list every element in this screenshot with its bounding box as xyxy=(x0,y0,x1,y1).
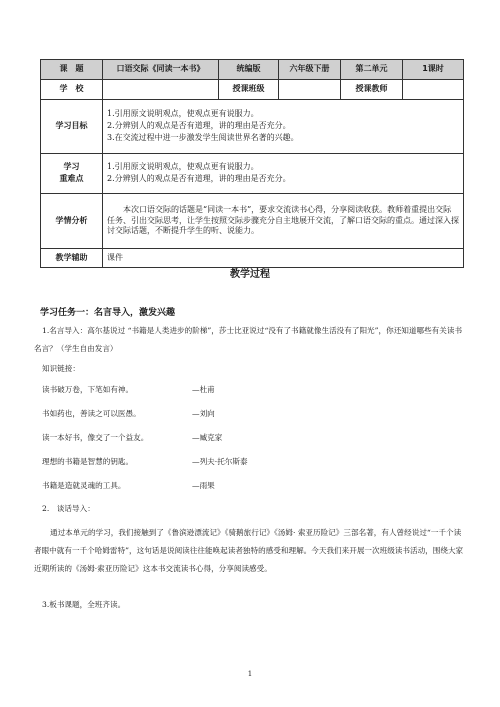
teacher-value xyxy=(403,80,464,100)
aids-value: 课件 xyxy=(103,249,464,268)
class-value xyxy=(279,80,341,100)
school-value xyxy=(103,80,219,100)
knowledge-link-label: 知识链接： xyxy=(42,364,80,373)
goal-item: 1.引用原文说明观点，使观点更有说服力。 xyxy=(107,109,259,119)
label-class: 授课班级 xyxy=(219,80,279,100)
key-item: 2.分辨别人的观点是否有道理，讲的理由是否充分。 xyxy=(107,174,291,183)
goal-item: 2.分辨别人的观点是否有道理，讲的理由是否充分。 xyxy=(107,121,291,131)
table-row xyxy=(41,154,464,194)
unit: 第二单元 xyxy=(341,60,403,80)
paragraph-intro: 1.名言导入：高尔基说过 “书籍是人类进步的阶梯”，莎士比亚说过“没有了书籍就像生活没有了阳光”，你还知道哪些有关读书名言？（学生自由发言） xyxy=(34,326,463,353)
lesson-info-table xyxy=(40,59,464,268)
quote-item: 理想的书籍是智慧的钥匙。 —列夫·托尔斯泰 xyxy=(42,457,248,466)
paragraph-talk: 通过本单元的学习，我们接触到了《鲁滨逊漂流记》《骑鹅旅行记》《汤姆· 索亚历险记》三部名著，有人曾经说过“一千个读者眼中就有一千个哈姆雷特”，这句话是说阅读往往能唤起读者独特的感受和理解。今天我们来开展一次班级读书活动，围绕大家近期所读的《汤姆·索亚历险记》这本书交流读书心得，分享阅读感受。 xyxy=(34,528,464,573)
lesson-title: 口语交际《同读一本书》 xyxy=(103,60,219,80)
label-teacher: 授课教师 xyxy=(341,80,403,100)
task-title: 学习任务一：名言导入，激发兴趣 xyxy=(40,308,176,318)
table-row xyxy=(41,80,464,100)
edition: 统编版 xyxy=(219,60,279,80)
paragraph-board: 3.板书课题，全班齐读。 xyxy=(42,600,126,609)
key-points-cell xyxy=(103,154,464,194)
section-title: 教学过程 xyxy=(230,269,270,280)
table-row xyxy=(41,60,464,80)
label-key-points: 学习 重难点 xyxy=(41,154,103,194)
goal-item: 3.在交流过程中进一步激发学生阅读世界名著的兴趣。 xyxy=(107,132,299,142)
label-aids: 教学辅助 xyxy=(41,249,103,268)
quote-item: 读一本好书，像交了一个益友。 —臧克家 xyxy=(42,433,223,442)
quote-item: 书如药也，善读之可以医愚。 —刘向 xyxy=(42,409,215,418)
analysis-cell xyxy=(103,194,464,249)
table-row xyxy=(41,100,464,154)
key-item: 1.引用原文说明观点，使观点更有说服力。 xyxy=(107,162,259,172)
label-topic: 课 题 xyxy=(41,60,103,80)
quote-item: 读书破万卷，下笔如有神。 —杜甫 xyxy=(42,385,215,394)
analysis-text: 本次口语交际的话题是“同读一本书”，要求交流读书心得，分享阅读收获。教师着重提出交际任务、引出交际思考，让学生按照交际步骤充分自主地展开交流，了解口语交际的重点。通过深入探讨交际话题，不断提升学生的听、说能力。 xyxy=(107,204,459,236)
table-row xyxy=(41,194,464,249)
label-analysis: 学情分析 xyxy=(41,194,103,249)
page-number: 1 xyxy=(247,670,253,678)
label-goals: 学习目标 xyxy=(41,100,103,154)
label-school: 学 校 xyxy=(41,80,103,100)
goals-cell xyxy=(103,100,464,154)
periods: 1课时 xyxy=(403,60,464,80)
talk-intro-heading: 2. 谈话导入： xyxy=(42,504,95,513)
quote-item: 书籍是造就灵魂的工具。 —雨果 xyxy=(42,481,215,490)
grade: 六年级下册 xyxy=(279,60,341,80)
